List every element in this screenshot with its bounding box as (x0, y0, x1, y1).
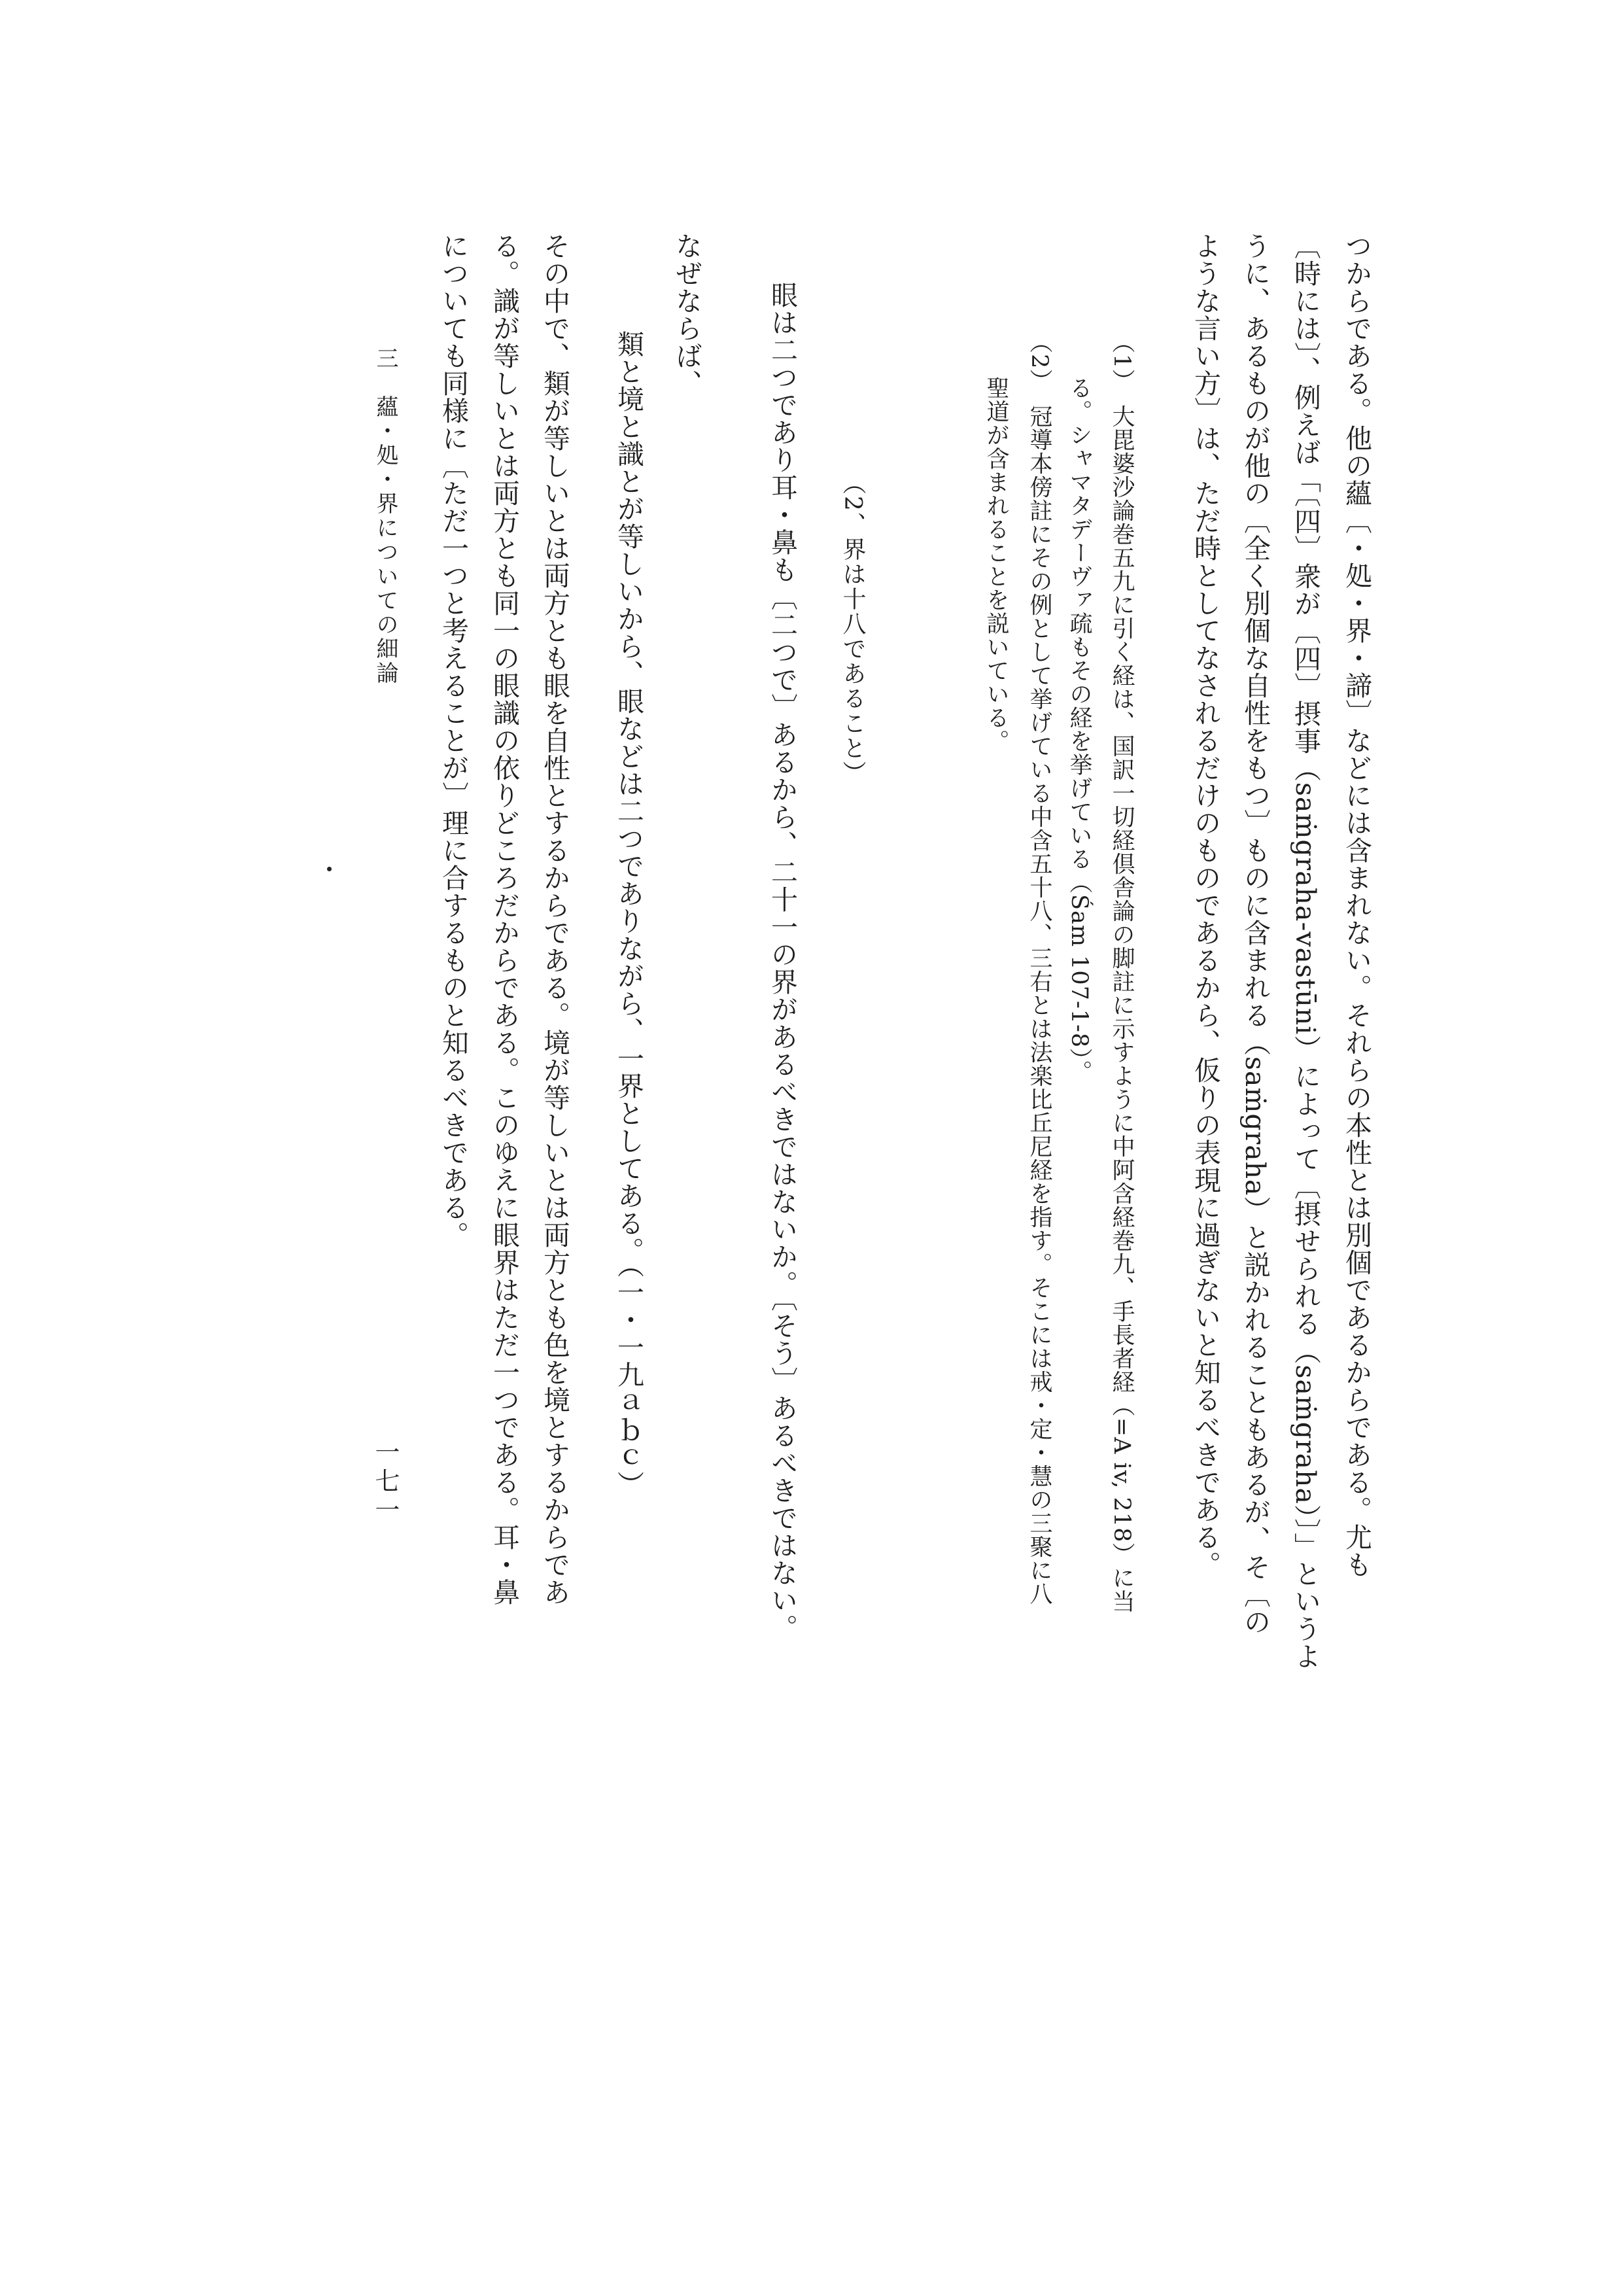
text-column-4: ような言い方〕は、ただ時としてなされるだけのものであるから、仮りの表現に過ぎないと知るべきである。 (1190, 232, 1221, 1578)
text-column-2: 〔時には〕、例えば「〔四〕衆が〔四〕摂事（saṁgraha-vastūni）によって〔摂せられる（saṁgraha）〕」というよ (1290, 232, 1321, 1670)
stray-ink-dot (327, 867, 332, 871)
note-1-line-1: （1） 大毘婆沙論巻五九に引く経は、国訳一切経倶舎論の脚註に示すように中阿含経巻九、手長者経（=A iv, 218）に当 (1109, 330, 1135, 1614)
verse-column: 類と境と識とが等しいから、眼などは二つでありながら、一界としてある。（一・一九ａｂｃ） (613, 330, 644, 1499)
text-column-1: つからである。他の蘊〔・処・界・諦〕などには含まれない。それらの本性とは別個であるからである。尤も (1341, 232, 1372, 1578)
text-column-5: 眼は二つであり耳・鼻も〔二つで〕あるから、二十一の界があるべきではないか。〔そう〕あるべきではない。 (767, 281, 798, 1642)
text-column-7: その中で、類が等しいとは両方とも眼を自性とするからである。境が等しいとは両方とも色を境とするからであ (539, 232, 570, 1606)
text-column-3: うに、あるものが他の〔全く別個な自性をもつ〕ものに含まれる（saṁgraha）と説かれることもあるが、そ〔の (1239, 232, 1271, 1636)
text-column-9: についても同様に〔ただ一つと考えることが〕理に合するものと知るべきである。 (438, 232, 469, 1249)
page-number: 一七一 (371, 1439, 400, 1525)
text-column-6: なぜならば、 (671, 232, 702, 397)
note-2-line-2: 聖道が含まれることを説いている。 (983, 376, 1009, 753)
text-column-8: る。識が等しいとは両方とも同一の眼識の依りどころだからである。このゆえに眼界はただ一つである。耳・鼻 (489, 232, 520, 1606)
note-2-line-1: （2） 冠導本傍註にその例として挙げている中含五十八、三右とは法楽比丘尼経を指す。そこには戒・定・慧の三聚に八 (1026, 330, 1052, 1606)
note-1-line-2: る。シャマタデーヴァ疏もその経を挙げている（Śam 107-1-8）。 (1066, 376, 1092, 1084)
running-head: 三 蘊・処・界についての細論 (372, 347, 398, 686)
section-heading: （2、界は十八であること） (839, 471, 866, 786)
